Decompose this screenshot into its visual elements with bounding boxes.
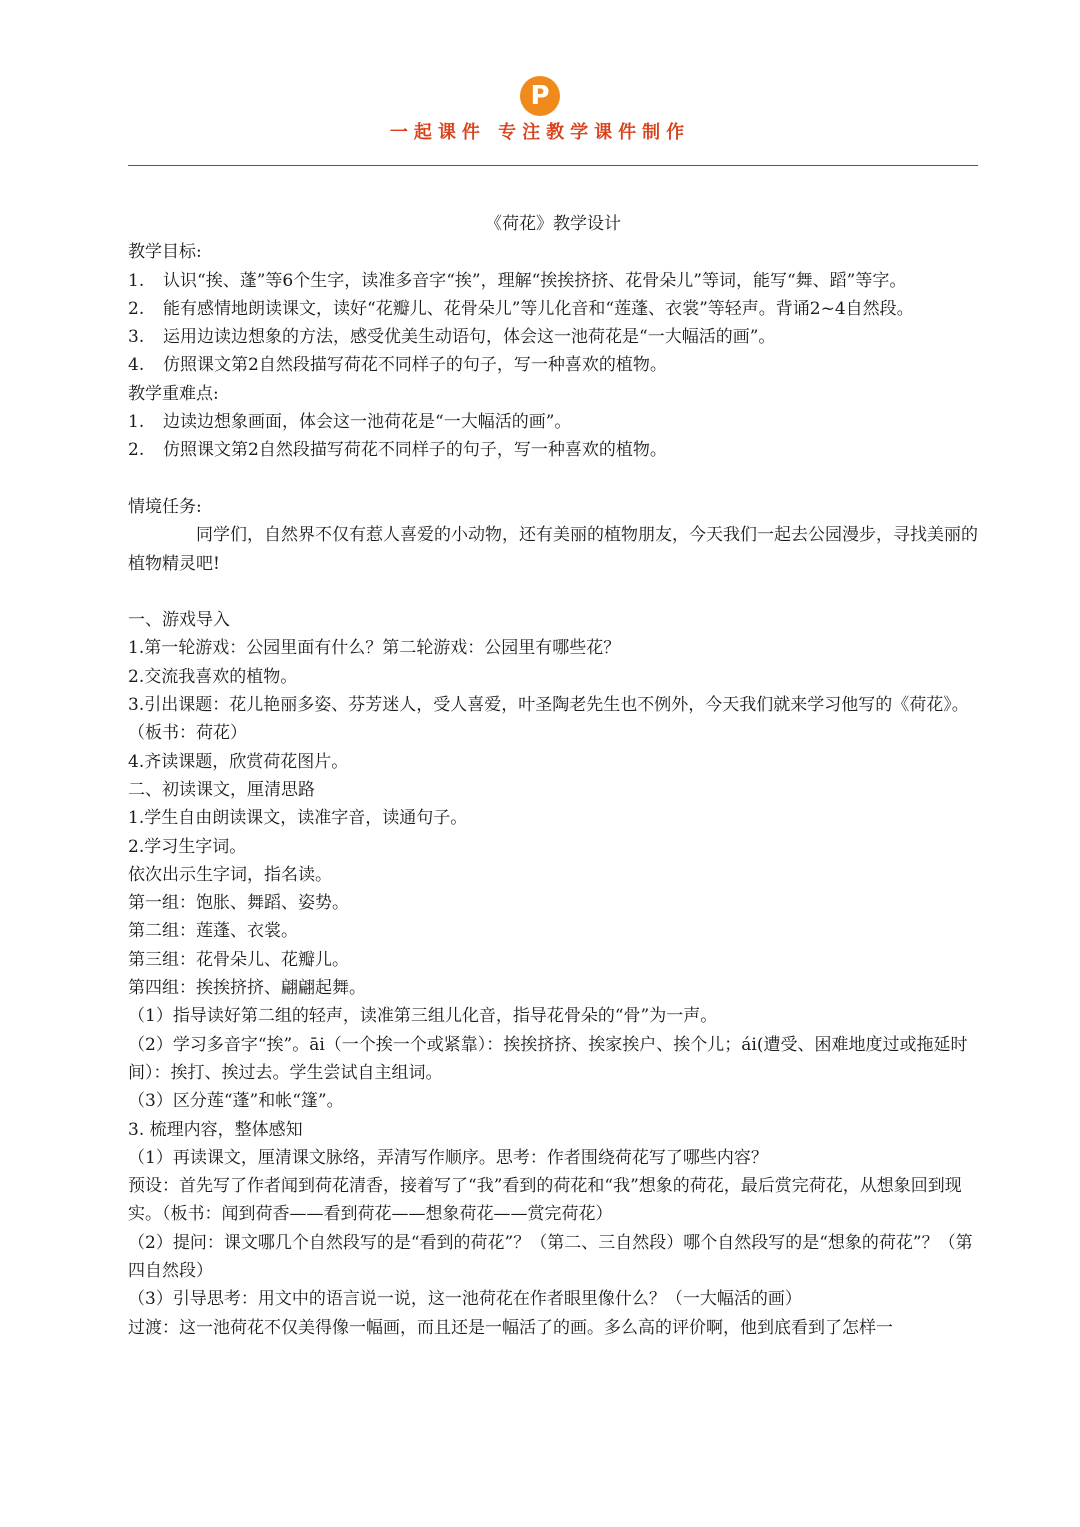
text-line: 3.引出课题：花儿艳丽多姿、芬芳迷人，受人喜爱，叶圣陶老先生也不例外，今天我们就来学习他写的《荷花》。（板书：荷花） xyxy=(128,695,969,744)
page-header xyxy=(0,76,1080,144)
header-divider xyxy=(128,165,978,166)
item-text: 能有感情地朗读课文，读好“花瓣儿、花骨朵儿”等儿化音和“莲蓬、衣裳”等轻声。背诵2~4自然段。 xyxy=(163,298,914,319)
brand-logo-icon xyxy=(520,76,560,116)
key-points-list xyxy=(128,408,978,465)
item-text: 运用边读边想象的方法，感受优美生动语句，体会这一池荷花是“一大幅活的画”。 xyxy=(163,327,776,348)
text-line: 第二组：莲蓬、衣裳。 xyxy=(128,921,298,942)
spacer xyxy=(128,578,978,606)
item-number: 1. xyxy=(128,412,145,433)
text-line: 过渡：这一池荷花不仅美得像一幅画，而且还是一幅活了的画。多么高的评价啊，他到底看到了怎样一 xyxy=(128,1317,893,1338)
text-line: （2）学习多音字“挨”。āi（一个挨一个或紧靠）：挨挨挤挤、挨家挨户、挨个儿；ái(遭受、困难地度过或拖延时间）：挨打、挨过去。学生尝试自主组词。 xyxy=(128,1034,968,1083)
lesson-steps xyxy=(128,606,978,1342)
list-item xyxy=(128,351,978,379)
item-number: 3. xyxy=(128,327,145,348)
list-item xyxy=(128,295,978,323)
item-number: 2. xyxy=(128,440,145,461)
text-line: 二、初读课文，厘清思路 xyxy=(128,779,315,800)
list-item xyxy=(128,323,978,351)
document-title: 《荷花》教学设计 xyxy=(485,214,621,234)
text-line: 第三组：花骨朵儿、花瓣儿。 xyxy=(128,949,349,970)
text-line: 1.第一轮游戏：公园里面有什么？第二轮游戏：公园里有哪些花？ xyxy=(128,638,621,659)
text-line: 3. 梳理内容，整体感知 xyxy=(128,1119,303,1140)
text-line: 第四组：挨挨挤挤、翩翩起舞。 xyxy=(128,978,366,999)
item-text: 认识“挨、蓬”等6个生字，读准多音字“挨”，理解“挨挨挤挤、花骨朵儿”等词，能写“舞、蹈”等字。 xyxy=(163,270,907,291)
text-line: 2.交流我喜欢的植物。 xyxy=(128,666,298,687)
text-line: （1）再读课文，厘清课文脉络，弄清写作顺序。思考：作者围绕荷花写了哪些内容？ xyxy=(128,1147,768,1168)
text-line: （1）指导读好第二组的轻声，读准第三组儿化音，指导花骨朵的“骨”为一声。 xyxy=(128,1006,718,1027)
document-body xyxy=(128,210,978,1342)
goals-heading: 教学目标: xyxy=(128,242,202,263)
situation-heading: 情境任务: xyxy=(128,496,202,517)
list-item xyxy=(128,267,978,295)
key-points-heading: 教学重难点: xyxy=(128,383,219,404)
text-line: （3）引导思考：用文中的语言说一说，这一池荷花在作者眼里像什么？（一大幅活的画） xyxy=(128,1289,802,1310)
situation-paragraph: 同学们，自然界不仅有惹人喜爱的小动物，还有美丽的植物朋友，今天我们一起去公园漫步，寻找美丽的植物精灵吧! xyxy=(128,525,978,574)
item-text: 仿照课文第2自然段描写荷花不同样子的句子，写一种喜欢的植物。 xyxy=(163,440,667,461)
text-line: （2）提问：课文哪几个自然段写的是“看到的荷花”？（第二、三自然段）哪个自然段写的是“想象的荷花”？（第四自然段） xyxy=(128,1232,973,1281)
item-text: 边读边想象画面，体会这一池荷花是“一大幅活的画”。 xyxy=(163,412,572,433)
item-number: 4. xyxy=(128,355,145,376)
item-text: 仿照课文第2自然段描写荷花不同样子的句子，写一种喜欢的植物。 xyxy=(163,355,667,376)
text-line: 依次出示生字词，指名读。 xyxy=(128,864,332,885)
text-line: （3）区分莲“蓬”和帐“篷”。 xyxy=(128,1091,344,1112)
spacer xyxy=(128,465,978,493)
item-number: 2. xyxy=(128,298,145,319)
goals-list xyxy=(128,267,978,380)
text-line: 第一组：饱胀、舞蹈、姿势。 xyxy=(128,893,349,914)
logo-letter: P xyxy=(530,81,550,111)
text-line: 1.学生自由朗读课文，读准字音，读通句子。 xyxy=(128,808,468,829)
list-item xyxy=(128,408,978,436)
text-line: 4.齐读课题，欣赏荷花图片。 xyxy=(128,751,349,772)
brand-slogan: 一起课件 专注教学课件制作 xyxy=(389,122,691,143)
text-line: 预设：首先写了作者闻到荷花清香，接着写了“我”看到的荷花和“我”想象的荷花，最后赏完荷花，从想象回到现实。（板书：闻到荷香——看到荷花——想象荷花——赏完荷花） xyxy=(128,1176,962,1225)
text-line: 2.学习生字词。 xyxy=(128,836,247,857)
text-line: 一、游戏导入 xyxy=(128,610,230,631)
item-number: 1. xyxy=(128,270,145,291)
list-item xyxy=(128,436,978,464)
